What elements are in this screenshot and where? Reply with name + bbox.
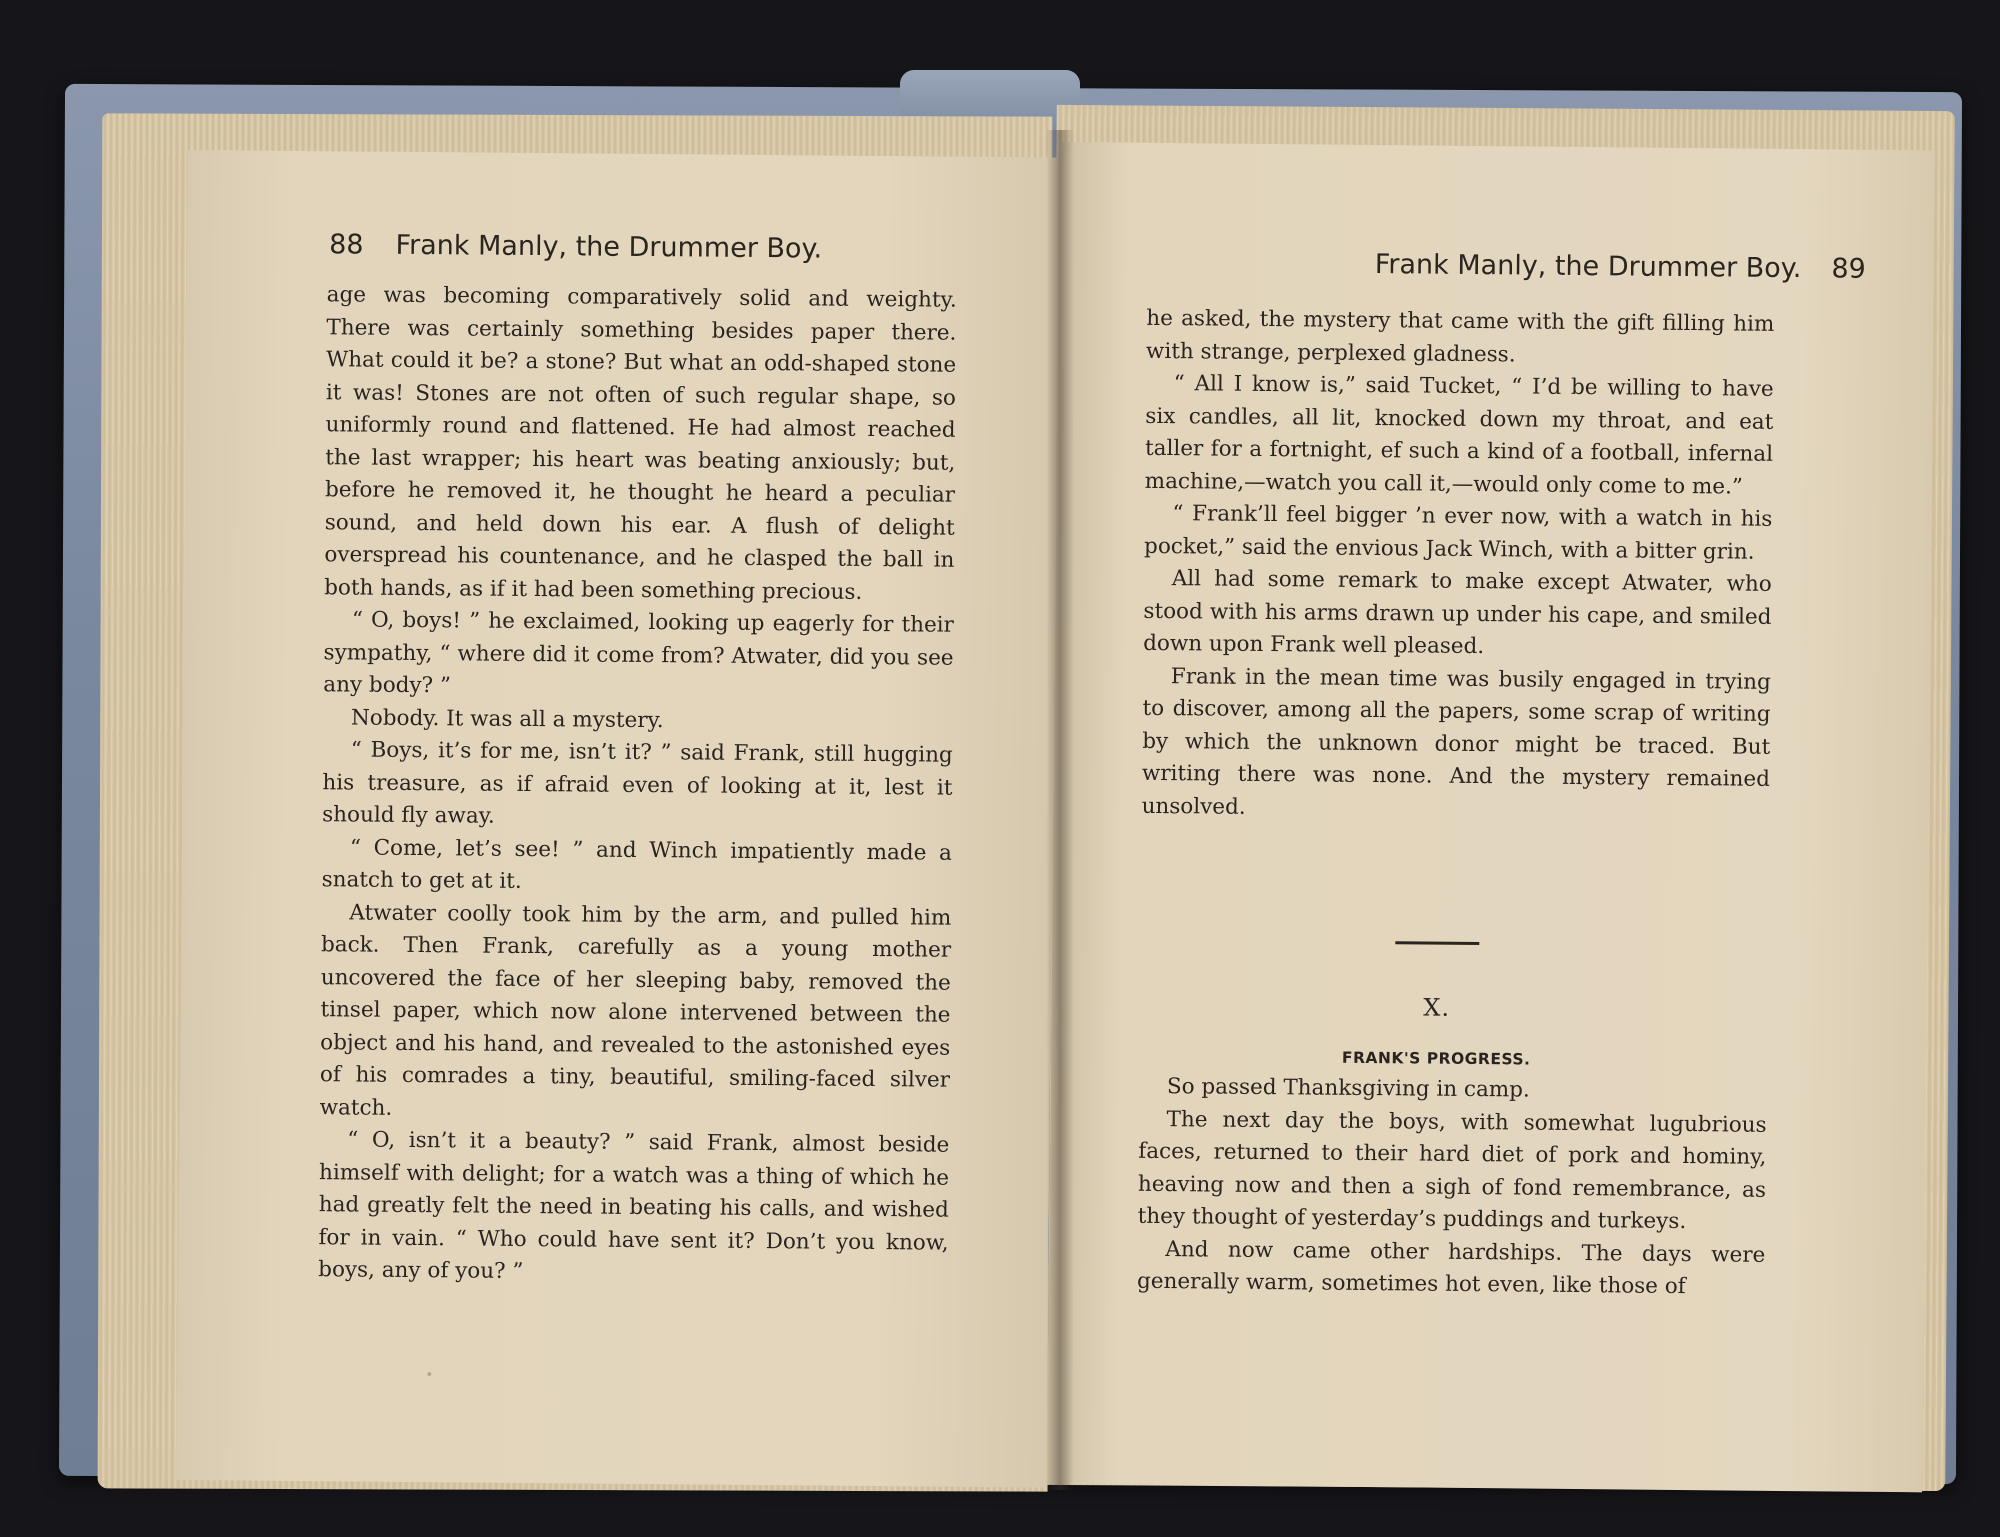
left-page xyxy=(176,150,1058,1488)
paragraph: So passed Thanksgiving in camp. xyxy=(1166,1074,1530,1103)
paragraph: “ Come, let’s see! ” and Winch impatiently made a snatch to get at it. xyxy=(321,834,953,894)
right-running-head-title: Frank Manly, the Drummer Boy. xyxy=(1374,249,1802,285)
chapter-number: X. xyxy=(1423,993,1451,1022)
paragraph: And now came other hardships. The days were generally warm, sometimes hot even, like those of xyxy=(1136,1236,1766,1300)
paragraph: The next day the boys, with somewhat lugubrious faces, returned to their hard diet of pork and hominy, heaving now and then a sigh of fond remembrance, as they thought of yesterday’s puddings and turkeys. xyxy=(1137,1106,1767,1235)
chapter-title: FRANK'S PROGRESS. xyxy=(1341,1048,1531,1069)
right-page xyxy=(1047,142,1935,1492)
paragraph: “ O, isn’t it a beauty? ” said Frank, almost beside himself with delight; for a watch was a thing of which he had greatly felt the need in beating his calls, and wished for in vain. “ Who could have sent it? Don’t you know, boys, any of you? ” xyxy=(318,1127,950,1284)
paragraph: Nobody. It was all a mystery. xyxy=(350,704,664,733)
paragraph: “ Boys, it’s for me, isn’t it? ” said Frank, still hugging his treasure, as if afraid even of looking at it, lest it should fly away. xyxy=(322,737,953,829)
book-gutter xyxy=(1046,130,1074,1490)
paragraph: age was becoming comparatively solid and weighty. There was certainly something besides paper there. What could it be? a stone? But what an odd-shaped stone it was! Stones are not often of such regular shape, so uniformly round and flattened. He had almost reached the last wrapper; his heart was beating anxiously; but, before he removed it, he thought he heard a peculiar sound, and held down his ear. A flush of delight overspread his countenance, and he clasped the ball in both hands, as if it had been something precious. xyxy=(324,282,957,605)
paragraph: All had some remark to make except Atwater, who stood with his arms drawn up under his cape, and smiled down upon Frank well pleased. xyxy=(1143,566,1772,660)
left-page-text xyxy=(318,279,957,1292)
paragraph: “ O, boys! ” he exclaimed, looking up eagerly for their sympathy, “ where did it come from? Atwater, did you see any body? ” xyxy=(323,607,954,699)
paragraph: Atwater coolly took him by the arm, and pulled him back. Then Frank, carefully as a young mother uncovered the face of her sleeping baby, removed the tinsel paper, which now alone intervened between the object and his hand, and revealed to the astonished eyes of his comrades a tiny, beautiful, smiling-faced silver watch. xyxy=(319,899,952,1121)
paragraph: “ Frank’ll feel bigger ’n ever now, with a watch in his pocket,” said the envious Jack Winch, with a bitter grin. xyxy=(1144,501,1773,565)
paragraph: Frank in the mean time was busily engaged in trying to discover, among all the papers, some scrap of writing by which the unknown donor might be traced. But writing there was none. And the mystery remained unsolved. xyxy=(1141,663,1771,820)
paragraph: he asked, the mystery that came with the gift filling him with strange, perplexed gladness. xyxy=(1145,305,1775,367)
left-running-head-title: Frank Manly, the Drummer Boy. xyxy=(395,229,823,265)
right-page-text xyxy=(1141,303,1774,829)
left-running-head xyxy=(329,229,822,264)
chapter-text xyxy=(1137,1071,1767,1305)
paper-speck xyxy=(427,1372,431,1376)
right-running-head xyxy=(1375,249,1866,285)
left-page-number: 88 xyxy=(329,229,364,261)
paragraph: “ All I know is,” said Tucket, “ I’d be willing to have six candles, all lit, knocked down my throat, and eat taller for a fortnight, ef such a kind of a football, infernal machine,—watch you call it,—would only come to me.” xyxy=(1144,371,1774,500)
right-page-number: 89 xyxy=(1831,253,1866,285)
chapter-divider-rule xyxy=(1395,941,1479,945)
